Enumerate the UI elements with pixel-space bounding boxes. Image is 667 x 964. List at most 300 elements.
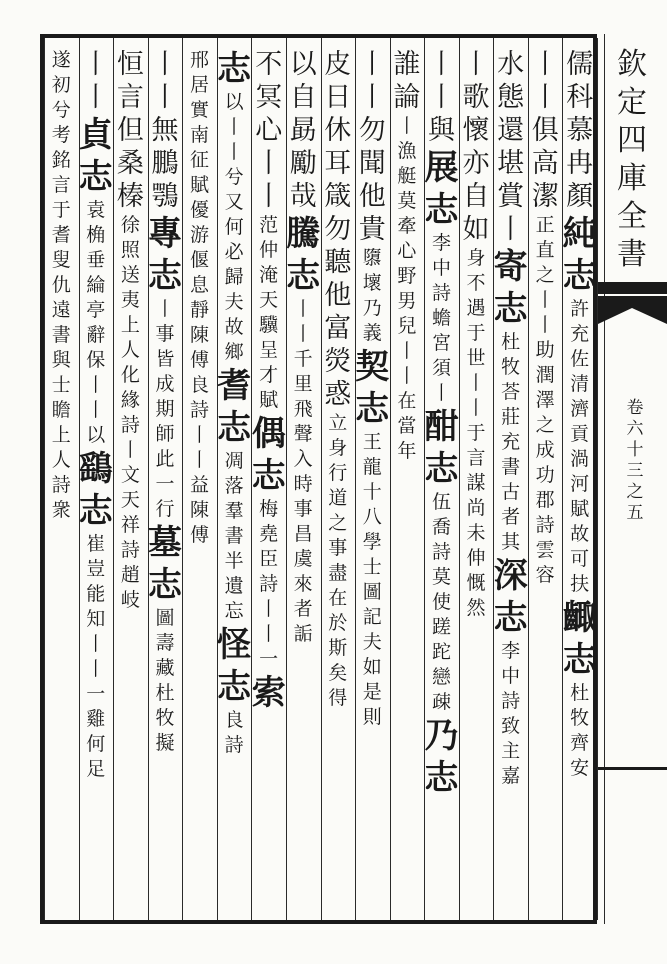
glyph: 保 [86,349,106,371]
glyph: 許 [570,298,590,320]
glyph: 荅 [501,381,521,403]
glyph: 書 [224,525,244,547]
glyph: 箴 [324,181,352,212]
glyph: 丨 [86,633,106,655]
glyph: 純 [562,214,597,254]
glyph: 文 [120,464,140,486]
glyph: 志 [78,157,113,197]
glyph: 三 [626,461,644,481]
glyph: 志 [355,389,390,429]
glyph: 深 [493,556,528,596]
glyph: 靜 [189,299,209,321]
glyph: 故 [570,523,590,545]
glyph: 古 [501,481,521,503]
glyph: 顏 [566,181,594,212]
glyph: 志 [217,667,252,707]
glyph: 偶 [251,414,286,454]
annotation [86,198,105,448]
annotation [190,323,209,498]
glyph: 契 [355,347,390,387]
glyph: 定 [617,85,647,120]
glyph: 夫 [362,631,382,653]
glyph: 李 [431,232,451,254]
glyph: 陳 [189,324,209,346]
glyph: 驥 [259,314,279,336]
glyph: 貴 [358,214,386,245]
glyph: 欽 [617,47,647,82]
annotation [432,490,451,715]
glyph: 以 [224,91,244,113]
glyph: 記 [362,606,382,628]
glyph: 成 [155,373,175,395]
glyph: 齱 [562,598,597,638]
glyph: 成 [535,439,555,461]
glyph: 莫 [431,566,451,588]
glyph: 耆 [217,366,252,406]
glyph: 未 [466,522,486,544]
glyph: 志 [424,190,459,230]
glyph: 圖 [155,607,175,629]
glyph: 人 [51,449,71,471]
glyph: 無 [151,115,179,146]
glyph: 蹉 [431,616,451,638]
glyph: 一 [86,683,106,705]
glyph: 丨 [151,82,179,113]
glyph: 乃 [362,297,382,319]
glyph: 疎 [431,691,451,713]
glyph: 志 [148,256,182,296]
glyph: 足 [86,758,106,780]
glyph: 須 [431,357,451,379]
glyph: 趙 [120,564,140,586]
glyph: 丨 [428,82,455,113]
glyph: 富 [324,313,352,344]
glyph: 丨 [224,116,244,138]
glyph: 丨 [397,365,417,387]
glyph: 期 [155,398,175,420]
glyph: 丨 [397,340,417,362]
glyph: 凋 [224,450,244,472]
annotation [536,213,555,488]
glyph: 一 [259,648,279,670]
glyph: 詩 [535,514,555,536]
glyph: 丨 [293,298,313,320]
glyph: 天 [120,489,140,511]
glyph: 戀 [431,666,451,688]
annotation [363,246,382,346]
glyph: 於 [328,612,348,634]
glyph: 充 [570,323,590,345]
glyph: 詩 [259,573,279,595]
glyph: 者 [293,598,313,620]
book-title [612,46,652,274]
glyph: 照 [120,239,140,261]
glyph: 牽 [397,215,417,237]
glyph: 伍 [431,491,451,513]
glyph: 賞 [497,181,525,212]
volume-label [618,398,652,524]
glyph: 書 [617,237,647,272]
glyph: 賦 [189,174,209,196]
glyph: 于 [466,322,486,344]
glyph: 學 [362,531,382,553]
glyph: 送 [120,264,140,286]
glyph: 羣 [224,500,244,522]
glyph: 上 [120,314,140,336]
glyph: 此 [155,448,175,470]
glyph: 則 [362,706,382,728]
glyph: 邢 [189,49,209,71]
glyph: 聽 [324,247,352,278]
glyph: 庫 [617,161,647,196]
glyph: 世 [466,347,486,369]
glyph: 盡 [328,562,348,584]
glyph: 征 [189,149,209,171]
glyph: 王 [362,431,382,453]
glyph: 使 [431,591,451,613]
glyph: 如 [362,656,382,678]
glyph: 自 [462,181,490,212]
glyph: 艇 [397,165,417,187]
glyph: 貢 [570,423,590,445]
glyph: 實 [189,99,209,121]
glyph: 安 [570,757,590,779]
glyph: 正 [535,214,555,236]
glyph: 事 [155,323,175,345]
glyph: 牧 [155,707,175,729]
glyph: 詩 [120,414,140,436]
glyph: 與 [51,349,71,371]
glyph: 懷 [462,115,490,146]
glyph: 來 [293,573,313,595]
glyph: 日 [324,82,352,113]
glyph: 仲 [259,239,279,261]
glyph: 四 [617,123,647,158]
glyph: 志 [493,598,528,638]
glyph: 淹 [259,264,279,286]
annotation [536,488,555,588]
glyph: 事 [293,498,313,520]
glyph: 丨 [255,181,283,212]
annotation [259,497,278,672]
glyph: 致 [501,715,521,737]
glyph: 圖 [362,581,382,603]
annotation [259,213,278,413]
glyph: 聲 [293,423,313,445]
glyph: 丨 [428,49,455,80]
glyph: 容 [535,564,555,586]
glyph: 徐 [120,214,140,236]
glyph: 伸 [466,547,486,569]
glyph: 垂 [86,249,106,271]
glyph: 士 [51,374,71,396]
glyph: 丨 [535,314,555,336]
fishtail-shape [598,296,667,324]
glyph: 息 [189,274,209,296]
glyph: 齊 [570,732,590,754]
glyph: 丨 [293,323,313,345]
annotation [294,297,313,472]
annotation [570,297,589,597]
glyph: 八 [362,506,382,528]
glyph: 詩 [431,282,451,304]
glyph: 龍 [362,456,382,478]
annotation [501,639,520,789]
glyph: 但 [116,115,144,146]
glyph: 遠 [51,299,71,321]
glyph: 聞 [358,148,386,179]
glyph: 崔 [86,533,106,555]
glyph: 言 [466,447,486,469]
glyph: 藏 [155,657,175,679]
glyph: 呈 [259,339,279,361]
glyph: 心 [397,240,417,262]
glyph: 鶚 [151,181,179,212]
glyph: 潔 [531,181,559,212]
annotation [155,297,174,522]
glyph: 南 [189,124,209,146]
glyph: 忘 [224,600,244,622]
glyph: 一 [155,473,175,495]
glyph: 休 [324,115,352,146]
glyph: 索 [251,673,286,713]
glyph: 勵 [289,148,317,179]
glyph: 丨 [82,49,110,80]
glyph: 何 [224,216,244,238]
glyph: 丨 [358,49,386,80]
glyph: 時 [293,473,313,495]
annotation [363,430,382,730]
glyph: 水 [497,49,525,80]
glyph: 詩 [189,399,209,421]
glyph: 儒 [566,49,594,80]
glyph: 遂 [51,49,71,71]
glyph: 耳 [324,148,352,179]
glyph: 莊 [501,406,521,428]
glyph: 丨 [189,424,209,446]
glyph: 詩 [51,474,71,496]
annotation [466,246,485,471]
glyph: 與 [428,115,455,146]
annotation [225,90,244,365]
glyph: 志 [217,408,252,448]
annotation [501,330,520,555]
glyph: 陳 [189,499,209,521]
glyph: 良 [189,374,209,396]
glyph: 者 [501,506,521,528]
glyph: 潤 [535,364,555,386]
glyph: 展 [424,148,459,188]
glyph: 丨 [535,289,555,311]
glyph: 當 [397,415,417,437]
annotation [190,48,209,323]
glyph: 怪 [217,625,252,665]
glyph: 辭 [86,324,106,346]
glyph: 之 [535,414,555,436]
annotation [121,213,140,463]
glyph: 仇 [51,274,71,296]
glyph: 鄉 [224,341,244,363]
glyph: 志 [493,289,528,329]
annotation [52,273,71,523]
glyph: 才 [259,364,279,386]
glyph: 梅 [259,498,279,520]
glyph: 行 [328,462,348,484]
glyph: 郡 [535,489,555,511]
annotation [432,231,451,406]
glyph: 杜 [570,682,590,704]
glyph: 喬 [431,516,451,538]
glyph: 壽 [155,632,175,654]
glyph: 兮 [51,99,71,121]
glyph: 賦 [259,389,279,411]
glyph: 傅 [189,349,209,371]
glyph: 年 [397,440,417,462]
glyph: 隳 [362,247,382,269]
glyph: 臣 [259,548,279,570]
glyph: 杜 [501,331,521,353]
glyph: 助 [535,339,555,361]
glyph: 河 [570,473,590,495]
glyph: 丨 [86,374,106,396]
glyph: 飛 [293,398,313,420]
glyph: 丨 [155,298,175,320]
glyph: 直 [535,239,555,261]
glyph: 志 [424,758,459,798]
glyph: 壞 [362,272,382,294]
glyph: 俱 [531,115,559,146]
text-column [34,48,88,914]
glyph: 志 [286,256,321,296]
glyph: 惑 [324,379,352,410]
glyph: 還 [497,115,525,146]
glyph: 落 [224,475,244,497]
glyph: 誰 [393,49,421,80]
glyph: 豈 [86,558,106,580]
glyph: 考 [51,124,71,146]
glyph: 皮 [324,49,352,80]
glyph: 叟 [51,249,71,271]
glyph: 功 [535,464,555,486]
glyph: 恒 [116,49,144,80]
glyph: 野 [397,265,417,287]
glyph: 丨 [189,449,209,471]
glyph: 丨 [259,623,279,645]
glyph: 士 [362,556,382,578]
annotation [294,472,313,647]
glyph: 身 [328,437,348,459]
glyph: 夷 [120,289,140,311]
annotation [86,532,105,782]
fishtail-bar-bottom [598,767,667,770]
glyph: 鵬 [151,148,179,179]
glyph: 雞 [86,708,106,730]
fishtail-bar-top [598,282,667,294]
annotation [397,264,416,464]
glyph: 扶 [570,573,590,595]
glyph: 游 [189,224,209,246]
glyph: 又 [224,191,244,213]
annotation [570,681,589,781]
glyph: 詩 [431,541,451,563]
glyph: 尚 [466,497,486,519]
glyph: 在 [328,587,348,609]
glyph: 知 [86,608,106,630]
glyph: 之 [328,512,348,534]
glyph: 慕 [566,115,594,146]
glyph: 化 [120,364,140,386]
glyph: 志 [78,491,113,531]
glyph: 志 [217,49,252,89]
glyph: 賦 [570,498,590,520]
glyph: 丨 [531,49,559,80]
glyph: 丨 [397,115,417,137]
glyph: 以 [289,49,317,80]
glyph: 勿 [358,115,386,146]
glyph: 歌 [462,82,490,113]
glyph: 佐 [570,348,590,370]
glyph: 牧 [501,356,521,378]
glyph: 蟾 [431,307,451,329]
glyph: 宮 [431,332,451,354]
glyph: 義 [362,322,382,344]
glyph: 志 [251,456,286,496]
glyph: 半 [224,550,244,572]
glyph: 牧 [570,707,590,729]
glyph: 千 [293,348,313,370]
glyph: 歸 [224,266,244,288]
glyph: 傅 [189,524,209,546]
glyph: 雲 [535,539,555,561]
glyph: 偃 [189,249,209,271]
glyph: 事 [328,537,348,559]
glyph: 六 [626,419,644,439]
glyph: 李 [501,640,521,662]
annotation [190,498,209,548]
glyph: 兒 [397,315,417,337]
glyph: 銘 [51,149,71,171]
glyph: 澤 [535,389,555,411]
glyph: 書 [51,324,71,346]
glyph: 道 [328,487,348,509]
glyph: 冉 [566,148,594,179]
glyph: 清 [570,373,590,395]
glyph: 不 [466,272,486,294]
glyph: 勿 [324,214,352,245]
glyph: 嘉 [501,765,521,787]
glyph: 男 [397,290,417,312]
glyph: 堪 [497,148,525,179]
glyph: 上 [51,424,71,446]
glyph: 桷 [86,224,106,246]
glyph: 鷂 [78,449,113,489]
glyph: 于 [51,199,71,221]
glyph: 可 [570,548,590,570]
glyph: 詩 [224,734,244,756]
glyph: 人 [120,339,140,361]
glyph: 高 [531,148,559,179]
glyph: 故 [224,316,244,338]
glyph: 科 [566,82,594,113]
glyph: 其 [501,531,521,553]
glyph: 遺 [224,575,244,597]
glyph: 態 [497,82,525,113]
glyph: 渦 [570,448,590,470]
glyph: 熒 [324,346,352,377]
glyph: 虞 [293,548,313,570]
glyph: 丨 [259,598,279,620]
glyph: 他 [358,181,386,212]
